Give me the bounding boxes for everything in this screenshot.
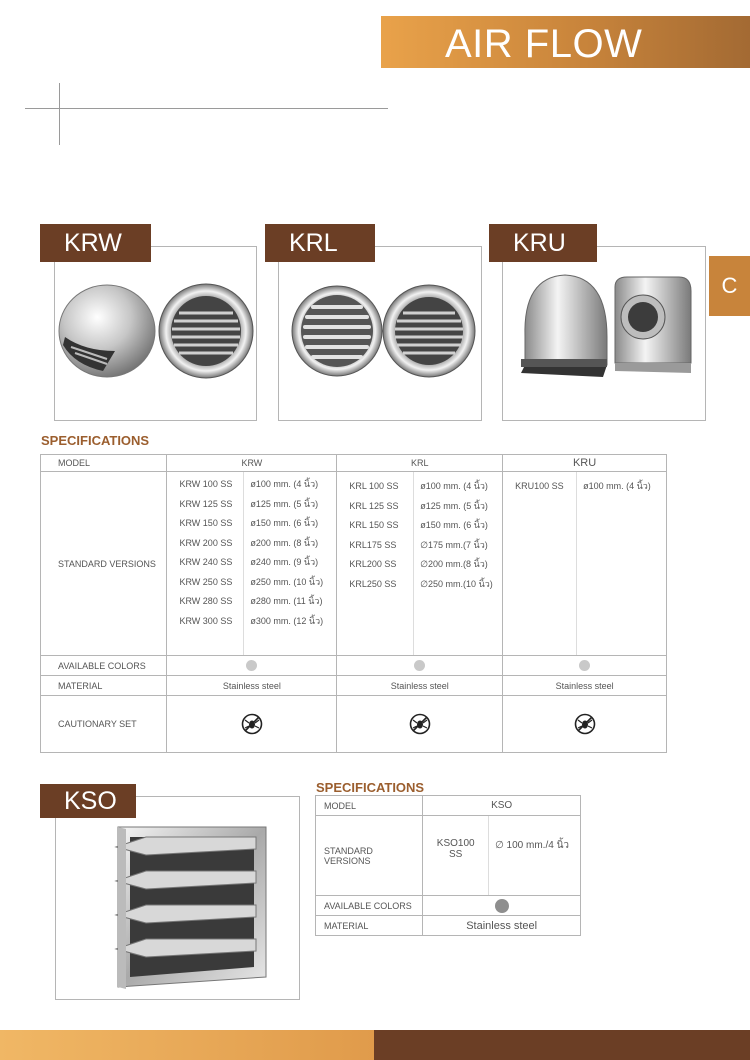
kso-standard-versions-label: STANDARD VERSIONS — [316, 816, 423, 896]
version-item: KRL200 SS — [349, 559, 397, 569]
version-item: KRW 240 SS — [179, 557, 233, 567]
krl-size-list — [420, 477, 496, 594]
version-item: ø150 mm. (6 นิ้ว) — [250, 518, 319, 528]
version-item: ø240 mm. (9 นิ้ว) — [250, 557, 319, 567]
krl-product-label: KRL — [265, 224, 375, 262]
version-item: KRW 280 SS — [179, 596, 233, 606]
available-colors-label: AVAILABLE COLORS — [41, 656, 167, 676]
kso-specifications-table — [315, 795, 581, 936]
cautionary-set-label: CAUTIONARY SET — [41, 696, 167, 753]
version-item: KRW 200 SS — [179, 537, 233, 548]
specifications-heading: SPECIFICATIONS — [41, 433, 150, 448]
kso-material: Stainless steel — [423, 916, 581, 936]
krl-color-swatch — [414, 660, 425, 671]
version-item: KRL250 SS — [349, 578, 397, 589]
version-item: KRL 100 SS — [349, 481, 399, 491]
kru-product-frame — [502, 246, 706, 421]
page-title: AIR FLOW — [445, 22, 643, 66]
kru-model-header: KRU — [503, 455, 667, 472]
krw-product-frame — [54, 246, 257, 421]
krl-product-frame — [278, 246, 482, 421]
version-item: ∅200 mm.(8 นิ้ว) — [420, 559, 488, 569]
kru-code-list — [509, 477, 570, 497]
krw-product-image — [55, 247, 258, 422]
kso-color-swatch — [495, 899, 509, 913]
version-item: KRL 150 SS — [349, 520, 399, 530]
krw-material: Stainless steel — [167, 676, 337, 696]
kso-code: KSO100 SS — [423, 816, 489, 896]
version-item: ∅175 mm.(7 นิ้ว) — [420, 539, 488, 550]
model-row-label: MODEL — [41, 455, 167, 472]
krl-material: Stainless steel — [337, 676, 503, 696]
decorative-vertical-line — [59, 83, 60, 145]
version-item: ∅250 mm.(10 นิ้ว) — [420, 578, 493, 589]
kru-material: Stainless steel — [503, 676, 667, 696]
kso-product-label: KSO — [40, 784, 136, 818]
version-item: KRU100 SS — [515, 481, 564, 491]
footer-bar-brown — [374, 1030, 750, 1060]
krw-size-list — [250, 475, 330, 631]
version-item: ø125 mm. (5 นิ้ว) — [250, 498, 319, 509]
krw-code-list — [173, 475, 237, 631]
kso-available-colors-label: AVAILABLE COLORS — [316, 896, 423, 916]
footer-bar-orange — [0, 1030, 374, 1060]
title-banner — [381, 16, 750, 68]
decorative-horizontal-line — [25, 108, 388, 109]
kso-specifications-heading: SPECIFICATIONS — [316, 780, 425, 795]
krw-product-label: KRW — [40, 224, 151, 262]
kru-color-swatch — [579, 660, 590, 671]
kso-product-image — [56, 797, 301, 1001]
version-item: ø280 mm. (11 นิ้ว) — [250, 596, 323, 606]
kso-size: ∅ 100 mm./4 นิ้ว — [489, 816, 581, 896]
version-item: ø100 mm. (4 นิ้ว) — [420, 481, 488, 491]
version-item: KRW 100 SS — [179, 479, 233, 489]
kso-material-label: MATERIAL — [316, 916, 423, 936]
version-item: KRW 125 SS — [179, 498, 233, 509]
kso-product-frame — [55, 796, 300, 1000]
krl-product-image — [279, 247, 483, 422]
krl-code-list — [343, 477, 407, 594]
kso-model-header: KSO — [423, 796, 581, 816]
version-item: ø100 mm. (4 นิ้ว) — [583, 481, 651, 491]
kso-model-row-label: MODEL — [316, 796, 423, 816]
krw-insect-icon — [241, 713, 263, 735]
version-item: KRW 250 SS — [179, 576, 233, 587]
krw-model-header: KRW — [167, 455, 337, 472]
version-item: ø125 mm. (5 นิ้ว) — [420, 500, 488, 511]
kru-product-label: KRU — [489, 224, 597, 262]
version-item: ø150 mm. (6 นิ้ว) — [420, 520, 488, 530]
version-item: ø200 mm. (8 นิ้ว) — [250, 537, 319, 548]
standard-versions-label: STANDARD VERSIONS — [41, 472, 167, 656]
krw-color-swatch — [246, 660, 257, 671]
material-label: MATERIAL — [41, 676, 167, 696]
specifications-table — [40, 454, 667, 753]
version-item: ø250 mm. (10 นิ้ว) — [250, 576, 324, 587]
version-item: KRL175 SS — [349, 539, 397, 550]
krl-insect-icon — [409, 713, 431, 735]
kru-insect-icon — [574, 713, 596, 735]
version-item: KRW 150 SS — [179, 518, 233, 528]
version-item: ø100 mm. (4 นิ้ว) — [250, 479, 319, 489]
krl-model-header: KRL — [337, 455, 503, 472]
version-item: ø300 mm. (12 นิ้ว) — [250, 615, 324, 626]
section-tab[interactable]: C — [709, 256, 750, 316]
kru-product-image — [503, 247, 707, 422]
kru-size-list — [583, 477, 660, 497]
version-item: KRL 125 SS — [349, 500, 399, 511]
version-item: KRW 300 SS — [179, 615, 233, 626]
